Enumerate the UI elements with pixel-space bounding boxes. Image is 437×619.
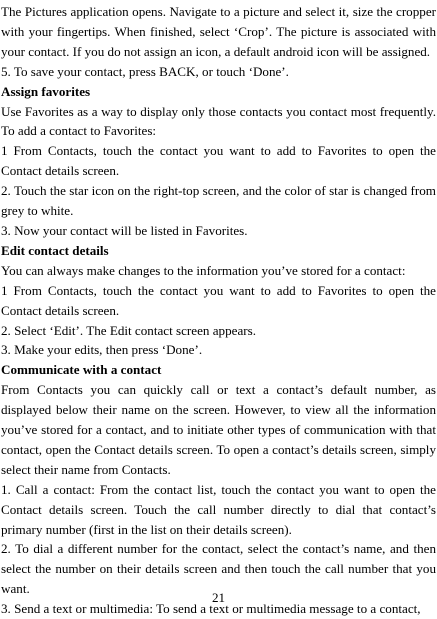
paragraph-edit-step-1: 1 From Contacts, touch the contact you want to add to Favorites to open the Contact details screen.: [1, 282, 436, 318]
paragraph-edit-intro: You can always make changes to the information you’ve stored for a contact:: [1, 262, 406, 278]
heading-communicate-with-contact: Communicate with a contact: [1, 362, 162, 378]
heading-edit-contact-details: Edit contact details: [1, 242, 109, 258]
paragraph-communicate-intro: From Contacts you can quickly call or text a contact’s default number, as displayed below their name on the screen. However, to view all the information you’ve stored for a contact, and to initiate other types of communication with that contact, open the Contact details screen. To open a contact’s details screen, simply select their name from Contacts.: [1, 382, 436, 477]
paragraph-favorites-step-3: 3. Now your contact will be listed in Favorites.: [1, 222, 248, 238]
paragraph-communicate-step-3: 3. Send a text or multimedia: To send a text or multimedia message to a contact,: [1, 601, 421, 617]
paragraph-favorites-step-1: 1 From Contacts, touch the contact you want to add to Favorites to open the Contact details screen.: [1, 143, 436, 179]
paragraph-crop-picture: The Pictures application opens. Navigate to a picture and select it, size the cropper with your fingertips. When finished, select ‘Crop’. The picture is associated with your contact. If you do not assign an icon, a default android icon will be assigned.: [1, 4, 436, 59]
heading-assign-favorites: Assign favorites: [1, 83, 91, 99]
paragraph-communicate-step-2: 2. To dial a different number for the contact, select the contact’s name, and then select the number on their details screen and then touch the call number that you want.: [1, 541, 436, 597]
page-number: 21: [211, 590, 226, 605]
paragraph-communicate-step-1: 1. Call a contact: From the contact list, touch the contact you want to open the Contact details screen. Touch the call number directly to dial that contact’s primary number (first in the list on their details screen).: [1, 481, 436, 537]
paragraph-save-contact: 5. To save your contact, press BACK, or touch ‘Done’.: [1, 63, 289, 79]
paragraph-favorites-intro: Use Favorites as a way to display only those contacts you contact most frequently. To add a contact to Favorites:: [1, 103, 436, 139]
paragraph-edit-step-3: 3. Make your edits, then press ‘Done’.: [1, 342, 203, 358]
paragraph-edit-step-2: 2. Select ‘Edit’. The Edit contact screen appears.: [1, 322, 256, 338]
paragraph-favorites-step-2: 2. Touch the star icon on the right-top screen, and the color of star is changed from grey to white.: [1, 183, 436, 219]
